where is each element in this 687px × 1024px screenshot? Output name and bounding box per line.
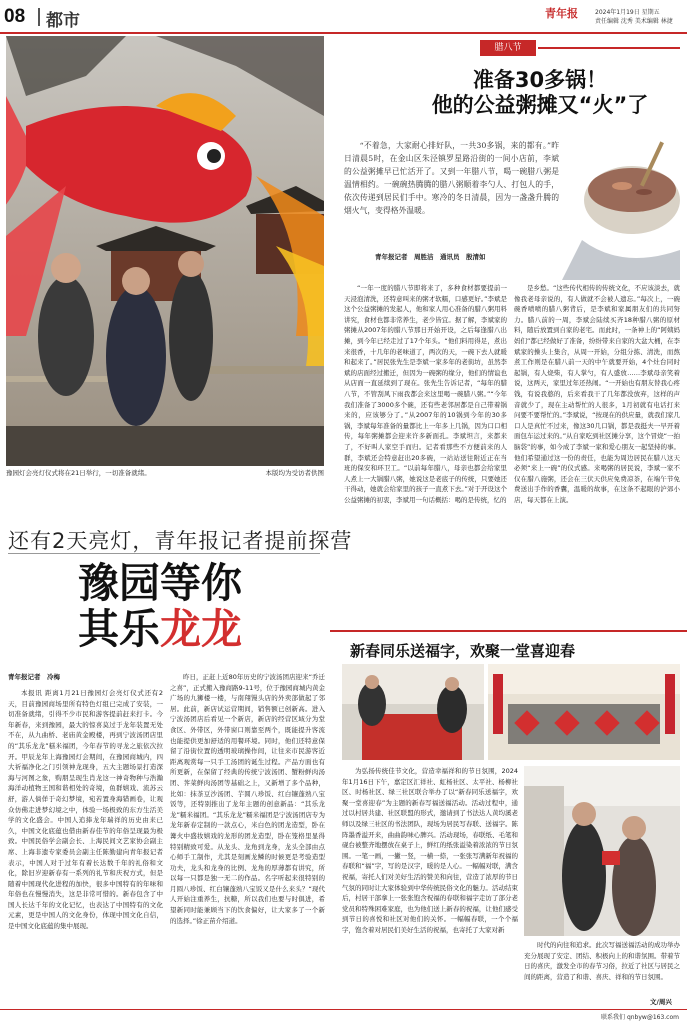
footer-contact: 联系我们 qnbyw@163.com [601, 1014, 679, 1021]
caption-text: 豫园灯会亮灯仪式将在21日举行，一切准备就绪。 [6, 469, 151, 477]
festival-tag: 腊八节 [480, 40, 536, 56]
tag-rule [538, 47, 680, 49]
group-illustration [488, 664, 680, 760]
story1-column2: 昨日，正赶上近80年历史的宁波汤团店迎来“乔迁之喜”，正式搬入豫商路9-11号，位于豫园商城内黄金广场的九狮楼一楼，与南翔馒头店的外卖部做起了邻居。此前，新店试运营期间，销售额已创新高。进入宁波汤团店后看见一个新店，新店的经营区域分为堂食区、外带区，外带窗口则靠至两个，既能提升客流也能提供更加舒适的用餐环境。同时，他们还特意保留了沿街位置的透明玻璃操作间，让往来市民游客近距离观赏每一只手工汤团的诞生过程。产品方面也有所更新，在保留了经典的传统宁波汤团、蟹粉鲜肉汤团、荠菜鲜肉汤团等基础之上，又新增了多个品种，比如：抹茶豆沙汤团、芋圆八珍饭、红白镶蓬熟八宝饭等，还特别推出了龙年主题的创意新品：“其乐龙龙”糯米福团。“其乐龙龙”糯米福团是宁波汤团店专为龙年新春定制的一款点心，米白色的团龙造型，卧在篝火中盛妆嬉戏的龙形的团龙造型，卧在笼格里显得特别精致可爱。从龙头、龙角到龙身，龙头全部由点心师手工制作，尤其是刻画龙鳞的时候更是考验造型功夫，龙头和龙身的比例、龙角的厚薄都有讲究，所以每一只都是独一无二的作品。名字听起来很特别的月圆八珍饭、红白镶蓬熟八宝饭又是什么来头？“现代人开始注重养生，抗糖，所以我们也要与时俱进，希望新同时能兼顾当下的饮食偏好，让大家多了一个新的选择。”徐正苗介绍道。 [170, 673, 325, 925]
story3-headline: 新春同乐送福字，欢聚一堂喜迎春 [350, 642, 576, 660]
story2-headline-line2: 他的公益粥摊又“火”了 [431, 93, 649, 117]
visit-illustration [524, 766, 680, 936]
lantern-photo-illustration [6, 36, 324, 466]
footer-rule [0, 1009, 687, 1010]
headline-line2 [78, 606, 242, 652]
story3-byline: 文/周兴 [650, 998, 672, 1006]
story2-column2: 是乡愁。“这些传代相传的传统文化，不应该淡去，就像我老母亲说的，有人做就不会被人遗忘。”每次上，一碗碗香喷喷的腊八粥背后，是李斌和家属朋友们的共同努力。腊八前的一周，李斌会陆续买齐18种腊八粥的原材料，随后放置到自家的老宅。而此时，一条神上的“阿姨妈妈们”都已经做好了准备，纷纷带来自家的大盆大桶，在李斌家的操头上集合，从周一开始，分组分拣、清洗，而熬煮工作则是在腊八前一天的中午就要开始，4个灶台同时起锅，有人烧柴，有人掌勺，有人盛放……李斌母亲笑着说，这两天，家里过年还热闹。“一开始也有朋友替我心疼钱，有说我憨的，后来看我干了几年都没放弃，这样的声音就少了，现在主动帮忙的人很多，1月初就有电话打来问要不要帮忙的。”李斌说，“按现在的供应量，就我们家几口人是真忙不过来，像这30几口锅，都是我挺夫一早开着面包车运过来的。”从自家吃到社区摊分享，这个冒烧“一拍脑袋”的事，如今成了李斌一家和爱心朋友一起坚持的事。他们希望通过这一份的责任，也能为周边居民在腊八这天必须“来上一碗”的仪式感。来喝粥的居民说，李斌一家不仅在腊八施粥，还会在三伏天供应免费凉茶，在端午节免费送出手作的香囊，温暖的故事，在这条不起眼的沪郊小店，每天都在上演。 [514, 284, 680, 504]
header-rule [0, 32, 687, 34]
story3-column2: 时代的向往和追求。此次写福送福活动的成功举办充分展现了安定、团结、积极向上的和谐氛围。带着节日的喜庆，激发全市的春节习俗，拉近了社区与居民之间的距离，营造了和谐、喜庆、祥和的节日氛围。 [524, 941, 680, 981]
story2-byline: 青年报记者 周胜洁 通讯员 殷清如 [375, 253, 486, 261]
porridge-bowl-illustration [562, 120, 680, 280]
headline-black-part: 其乐 [78, 605, 160, 653]
editor-credits: 责任编辑 沈秀 美术编辑 林捷 [595, 18, 673, 25]
story1-column1: 本报讯 距离1月21日豫园灯会亮灯仪式还有2天，目前豫园商场里所有特色灯组已完成了安装，一切准备就绪，引得不少市民和游客提前赶来打卡。今年新春，来到豫园，最大的惊喜莫过于龙年装置无处不在，从九曲桥、老庙黄金殿楼，再到宁波汤团店里的“其乐龙龙”糕米福团，今年春节的寻龙之旅依次拉开。甲辰龙年上海豫园灯会期间，在豫园商城内，四大祈福净化之门引领神龙现身，五大主题场景打造深海与河图之象，购朋呈现生肖龙这一神奇物种与浩瀚海洋动植物王国和谐相处的奇境，鱼群嬉戏、流苏云舒，游人倘佯于奇幻梦境，宛若置身海错画卷，让观众仿佛走进梦幻境之中，体验一场极致的东方生活美学的文化盛会。中国人追捧龙年瑞祥的历史由来已久，中国文化底蕴也借由新春佳节的年俗呈现最为极致。中国民俗学会副会长、上海民间文艺家协会副主席、上海非遗专家委员会副主任陈勤建向青年报记者表示，中国人对于过年有着长达数千年的礼俗和文化，除旧岁迎新春有一系列的礼节和庆祝方式，但是随着中国现代化进程的加快，很多中国特有的年味和年俗也在慢慢消失，这是非常可惜的。新春包含了中国人长达千年的文化记忆，也表达了中国特有的文化元素，更是中国人的文化身份，体现中国文化自信，是中国文化底蕴的集中展现。 [8, 689, 163, 931]
story2-intro: “不着急，大家耐心排好队，一共30多锅，来的都有。”昨日清晨5时，在金山区朱泾镇罗星路沿街的一间小店前，李斌的公益粥摊早已忙活开了。又到一年腊八节，喝一碗腊八粥是温情相约。一碗碗热腾腾的腊八粥顺着李勺人、打包人的手，依次传递到居民们手中。寒冷的冬日清晨，因为一盏盏升腾的烟火气，变得格外温暖。 [344, 141, 559, 215]
story1-headline [78, 560, 242, 652]
kicker-rule [8, 553, 320, 554]
headline-line1: 豫园等你 [78, 559, 242, 607]
group-photo [488, 664, 680, 760]
section-name: 都市 [46, 11, 80, 31]
calligraphy-photo [342, 664, 484, 760]
issue-date: 2024年1月19日 星期五 [595, 9, 660, 16]
story3-column1: 为弘扬传统佳节文化，营造幸福祥和的节日氛围，2024年1月16日下午，嘉定区汇祥社、虹杨社区、太平社、杨柳社区、时杨社区、绿三社区联合举办了以“新春同乐送福字，欢聚一堂喜迎春”为主题的新春写福送福活动。活动过程中，通过以村居共建、社区联盟的形式，邀请到了书法达人黄均溪老师以及绿三社区的书法团队，现场为居民写春联、送福字。陈阵墨香溢开来，曲曲韵味心脾兴。活动现场，春联纸、毛笔和砚台被整齐地摆放在桌子上，鲜红的纸张溢染着浓浓的节日氛围。一笔一画，一撇一竖，一横一捺，一张张写满新年祝福的春联和“福”字，写的是汉字，暖的是人心。一幅幅对联，满含祝福，寄托人们对美好生活的赞美和向往，营造了浓厚的节日气氛的同时让大家体验到中华传统民俗文化的魅力。活动结束后，村居干部拿上一张张饱含祝福的春联和福字走访了部分老党员和特殊困难家庭，也为他们送上新春的祝福，让他们感受到节日的喜悦和社区对他们的关怀。一幅幅春联，一个个福字，饱含着对居民们美好生活的祝福，也寄托了大家对新 [342, 767, 518, 934]
page-number: 08 [4, 6, 26, 27]
story2-headline [400, 68, 680, 118]
story1-byline: 青年报记者 冷梅 [8, 673, 60, 681]
photo-credit: 本版均为受访者供图 [265, 469, 324, 477]
headline-red-part: 龙龙 [160, 605, 242, 653]
story2-headline-line1: 准备30多锅！ [472, 68, 608, 92]
lantern-festival-photo [6, 36, 324, 466]
photo-caption [6, 468, 324, 477]
story2-column1: “一年一度的腊八节即将来了，多种食材都要提前一天浸泡清洗，还特意叫来的粥才软糯，口感更好。”李斌是这个公益粥摊的发起人，他和家人用心准备的腊八粥用料讲究，食材也都非常养生，老少皆宜。据了解，李斌家的粥摊从2007年的腊八节那日开始开设，之后每逢腊八出摊，到今年已经走过了17个年头。“他们料用得足，煮出来很香，十几年的老味道了，两次的天，一碗下去人就暖和起来了。”居民张先生是李斌一家多年的老街坊，虽然李斌的店面经过搬迁，但因为一碗粥的缘分，他们的情谊也从店面一直延续到了现在。张先生告诉记者，“每年的腊八节，不管刮风下雨我都会来这里喝一碗腊八粥。”“今年我们准备了3000多个碗，还有些老邻居都是自己带着锅来的，应该够分了。”从2007年的10锅到今年的30多锅，李斌每年准备的量都比上一年多上几锅，因为口口相传，每年粥摊都会迎来许多新面孔。李斌坦言，来都来了，不好叫人家空手而归。记者看那些不方便前来的人群，李斌还会特意赶出20多碗，一站站送往附近正在当班的保安和环卫工。“以前每年腊八，母亲也都会给家里人煮上一大锅腊八粥，她说这是老底子的传统，只要她还干得动，她就会给家里的孩子一直煮下去。”对于开设这个公益粥摊的初衷，李斌用一句话概括：喝的是传统，忆的 [344, 284, 507, 504]
page-header [0, 0, 687, 34]
story1-kicker: 还有2天亮灯，青年报记者提前探营 [8, 529, 353, 553]
visit-photo [524, 766, 680, 936]
header-divider [38, 8, 40, 26]
newspaper-logo: 青年报 [545, 7, 578, 20]
calligraphy-illustration [342, 664, 484, 760]
publication-info [595, 8, 685, 26]
porridge-bowl-photo [562, 120, 680, 280]
